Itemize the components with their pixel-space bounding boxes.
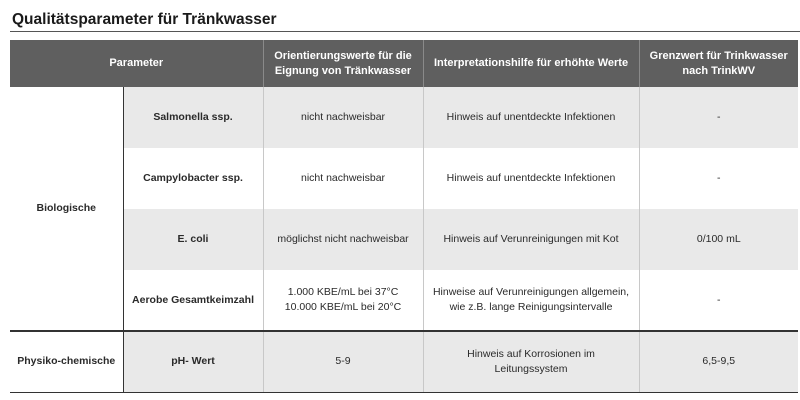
quality-parameters-table xyxy=(10,40,798,393)
orientation-value: 5-9 xyxy=(263,331,423,392)
header-orientation: Orientierungswerte für die Eignung von Tränkwasser xyxy=(263,40,423,87)
orientation-line: 1.000 KBE/mL bei 37°C xyxy=(287,286,399,298)
group-label-biologische: Biologische xyxy=(10,87,123,331)
interpretation-value: Hinweis auf unentdeckte Infektionen xyxy=(423,87,639,148)
table-row xyxy=(10,331,798,392)
interpretation-line: wie z.B. lange Reinigungsintervalle xyxy=(449,301,613,313)
interpretation-value: Hinweis auf unentdeckte Infektionen xyxy=(423,148,639,209)
parameter-name: Campylobacter ssp. xyxy=(143,172,243,184)
parameter-name: Aerobe Gesamtkeimzahl xyxy=(132,293,254,306)
header-parameter: Parameter xyxy=(10,40,263,87)
parameter-name: pH- Wert xyxy=(123,331,263,392)
page-title: Qualitätsparameter für Tränkwasser xyxy=(12,11,277,28)
orientation-value: nicht nachweisbar xyxy=(263,148,423,209)
parameter-name: Salmonella ssp. xyxy=(123,87,263,148)
limit-value: - xyxy=(639,87,798,148)
orientation-value: möglichst nicht nachweisbar xyxy=(263,209,423,270)
title-divider xyxy=(10,31,800,32)
limit-value: - xyxy=(639,270,798,331)
header-interpretation: Interpretationshilfe für erhöhte Werte xyxy=(423,40,639,87)
interpretation-value: Hinweis auf Verunreinigungen mit Kot xyxy=(423,209,639,270)
parameter-name: E. coli xyxy=(123,209,263,270)
table-row xyxy=(10,270,798,331)
orientation-line: 10.000 KBE/mL bei 20°C xyxy=(284,301,402,313)
table-row xyxy=(10,148,798,209)
table-header-row xyxy=(10,40,798,87)
orientation-value: nicht nachweisbar xyxy=(263,87,423,148)
interpretation-line: Hinweise auf Verunreinigungen allgemein, xyxy=(432,286,630,298)
interpretation-value xyxy=(423,270,639,331)
orientation-value xyxy=(263,270,423,331)
group-label-physiko-chemische: Physiko-chemische xyxy=(10,331,123,392)
table-row xyxy=(10,87,798,148)
limit-value: - xyxy=(639,148,798,209)
limit-value: 0/100 mL xyxy=(639,209,798,270)
table-row xyxy=(10,209,798,270)
limit-value: 6,5-9,5 xyxy=(639,331,798,392)
interpretation-value: Hinweis auf Korrosionen im Leitungssystem xyxy=(423,331,639,392)
header-limit: Grenzwert für Trinkwasser nach TrinkWV xyxy=(639,40,798,87)
